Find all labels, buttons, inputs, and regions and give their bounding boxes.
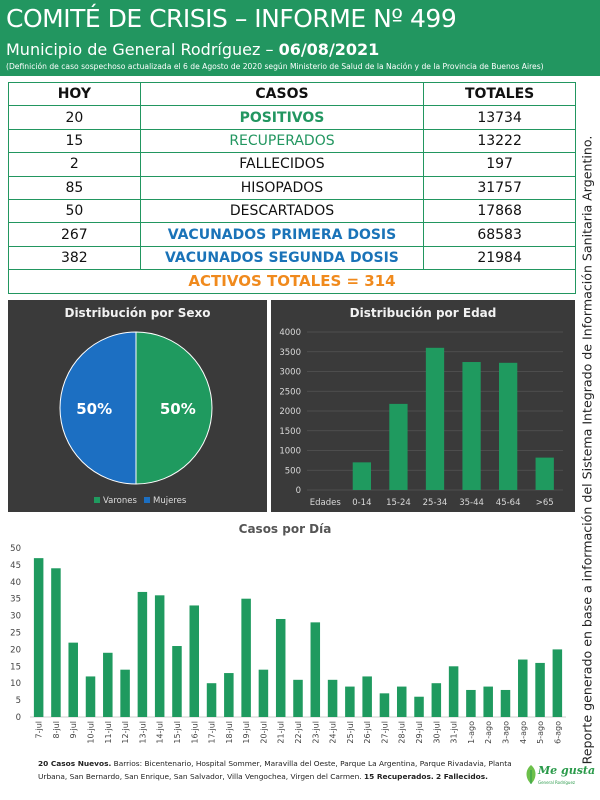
daily-cases-panel [0, 518, 570, 756]
y-tick-label: 500 [284, 466, 301, 477]
daily-bar-chart [0, 518, 570, 756]
y-tick-label: 25 [10, 628, 21, 639]
age-distribution-panel [271, 300, 575, 512]
day-bar-16-jul [190, 605, 200, 717]
day-bar-20-jul [259, 670, 269, 717]
y-tick-label: 1000 [279, 446, 301, 457]
x-tick-label: 13-jul [138, 721, 148, 744]
day-bar-21-jul [276, 619, 286, 717]
x-tick-label: 3-ago [501, 721, 511, 744]
x-tick-label: 17-jul [207, 721, 217, 744]
row-positivos-hoy: 20 [9, 106, 141, 129]
x-tick-label: 6-ago [553, 721, 563, 744]
day-bar-12-jul [120, 670, 130, 717]
row-positivos-total: 13734 [424, 106, 576, 129]
table-row [9, 246, 576, 269]
row-fallecidos-total: 197 [424, 153, 576, 176]
x-tick-label: 8-jul [51, 721, 61, 739]
day-bar-7-jul [34, 558, 44, 717]
day-bar-8-jul [51, 568, 61, 717]
legend-swatch-mujeres [144, 497, 150, 503]
x-tick-label: 10-jul [86, 721, 96, 744]
x-tick-label: 1-ago [466, 721, 476, 744]
x-tick-label: 21-jul [276, 721, 286, 744]
y-tick-label: 45 [10, 560, 21, 571]
y-tick-label: 3500 [279, 347, 301, 358]
row-hisopados-label: HISOPADOS [140, 176, 424, 199]
sex-chart-title: Distribución por Sexo [64, 306, 211, 320]
report-title: COMITÉ DE CRISIS – INFORME Nº 499 [6, 4, 457, 33]
y-tick-label: 0 [15, 713, 21, 723]
row-fallecidos-hoy: 2 [9, 153, 141, 176]
x-tick-label: 2-ago [484, 721, 494, 744]
x-tick-label: 15-24 [386, 498, 411, 508]
y-tick-label: 5 [15, 696, 21, 707]
case-definition-note: (Definición de caso sospechoso actualizada el 6 de Agosto de 2020 según Ministerio de Salud de la Nación y de la Provincia de Buenos Aires) [6, 62, 544, 71]
footer-recovered: 15 Recuperados. [363, 771, 434, 781]
x-tick-label: 24-jul [328, 721, 338, 744]
daily-chart-title: Casos por Día [238, 522, 332, 536]
day-bar-24-jul [328, 680, 338, 717]
sex-pie-chart [8, 300, 267, 512]
row-descartados-hoy: 50 [9, 199, 141, 222]
row-hisopados-hoy: 85 [9, 176, 141, 199]
table-row [9, 199, 576, 222]
day-bar-9-jul [68, 643, 78, 717]
day-bar-31-jul [449, 666, 459, 717]
y-tick-label: 2000 [279, 407, 301, 417]
x-axis-label: Edades [309, 498, 341, 508]
report-header [0, 0, 600, 76]
row-segunda-dosis-hoy: 382 [9, 246, 141, 269]
table-row [9, 129, 576, 152]
age-bar-25-34 [426, 348, 444, 490]
legend-label-varones: Varones [103, 496, 137, 506]
footer-new-cases: 20 Casos Nuevos. [38, 759, 112, 768]
day-bar-10-jul [86, 676, 96, 717]
municipality-logo [524, 762, 596, 794]
day-bar-14-jul [155, 595, 165, 717]
table-header-row [9, 83, 576, 106]
municipality-label: Municipio de General Rodríguez – [6, 40, 279, 59]
row-segunda-dosis-label: VACUNADOS SEGUNDA DOSIS [140, 246, 424, 269]
x-tick-label: 25-jul [345, 721, 355, 744]
footer-barrios: Barrios: Bicentenario, Hospital Sommer, Maravilla del Oeste, Parque La Argentina, Parque Rivadavia, Planta Urbana, San Bernardo, San Enrique, San Salvador, Villa Vengochea, Virgen del Carmen. [38, 759, 512, 781]
pie-value-label: 50% [76, 400, 113, 418]
age-bar-45-64 [499, 363, 517, 490]
row-primera-dosis-total: 68583 [424, 223, 576, 246]
day-bar-27-jul [380, 693, 390, 717]
age-bar-chart [271, 300, 575, 512]
row-positivos-label: POSITIVOS [140, 106, 424, 129]
cases-table [8, 82, 576, 294]
sex-distribution-panel [8, 300, 267, 512]
x-tick-label: 27-jul [380, 721, 390, 744]
legend-swatch-varones [94, 497, 100, 503]
day-bar-5-ago [535, 663, 545, 717]
x-tick-label: 9-jul [69, 721, 79, 739]
x-tick-label: 45-64 [495, 498, 521, 508]
y-tick-label: 0 [295, 486, 301, 496]
y-tick-label: 4000 [279, 328, 301, 338]
row-recuperados-hoy: 15 [9, 129, 141, 152]
x-tick-label: 11-jul [103, 721, 113, 744]
y-tick-label: 3000 [279, 367, 301, 378]
leaf-icon [524, 764, 538, 786]
y-tick-label: 1500 [279, 426, 301, 437]
x-tick-label: 7-jul [34, 721, 44, 739]
row-segunda-dosis-total: 21984 [424, 246, 576, 269]
row-recuperados-label: RECUPERADOS [140, 129, 424, 152]
y-tick-label: 30 [10, 611, 21, 622]
header-hoy: HOY [9, 83, 141, 106]
y-tick-label: 2500 [279, 387, 301, 398]
footer-summary [38, 758, 518, 783]
y-tick-label: 10 [10, 679, 21, 690]
table-row [9, 270, 576, 293]
x-tick-label: 30-jul [432, 721, 442, 744]
header-casos: CASOS [140, 83, 424, 106]
day-bar-11-jul [103, 653, 113, 717]
report-date: 06/08/2021 [278, 40, 380, 59]
x-tick-label: 25-34 [422, 498, 448, 508]
logo-line1: Me gusta [538, 764, 596, 777]
x-tick-label: 20-jul [259, 721, 269, 744]
row-descartados-label: DESCARTADOS [140, 199, 424, 222]
header-totales: TOTALES [424, 83, 576, 106]
side-note-text: Reporte generado en base a información del Sistema Integrado de Información Sanitaria Argentino. [579, 135, 595, 765]
day-bar-4-ago [518, 660, 528, 717]
table-row [9, 106, 576, 129]
x-tick-label: 26-jul [363, 721, 373, 744]
day-bar-23-jul [311, 622, 321, 717]
x-tick-label: 15-jul [172, 721, 182, 744]
day-bar-28-jul [397, 687, 407, 717]
x-tick-label: 12-jul [121, 721, 131, 744]
day-bar-30-jul [432, 683, 442, 717]
logo-line2: General Rodríguez [538, 780, 576, 785]
table-row [9, 176, 576, 199]
day-bar-2-ago [483, 687, 493, 717]
x-tick-label: 22-jul [294, 721, 303, 744]
row-primera-dosis-hoy: 267 [9, 223, 141, 246]
legend-label-mujeres: Mujeres [153, 496, 187, 506]
x-tick-label: 35-44 [459, 498, 484, 508]
age-bar-35-44 [462, 362, 480, 490]
table-row [9, 153, 576, 176]
row-fallecidos-label: FALLECIDOS [140, 153, 424, 176]
day-bar-15-jul [172, 646, 182, 717]
x-tick-label: >65 [535, 498, 554, 508]
pie-value-label: 50% [159, 400, 196, 418]
x-tick-label: 4-ago [518, 721, 528, 744]
x-tick-label: 23-jul [311, 721, 321, 744]
side-note [572, 120, 600, 780]
day-bar-19-jul [241, 599, 251, 717]
y-tick-label: 50 [10, 544, 21, 554]
footer-deaths: 2 Fallecidos. [436, 771, 488, 781]
day-bar-17-jul [207, 683, 217, 717]
y-tick-label: 40 [10, 577, 21, 588]
day-bar-1-ago [466, 690, 476, 717]
day-bar-29-jul [414, 697, 424, 717]
table-row [9, 223, 576, 246]
row-hisopados-total: 31757 [424, 176, 576, 199]
y-tick-label: 15 [10, 662, 21, 673]
day-bar-3-ago [501, 690, 511, 717]
row-primera-dosis-label: VACUNADOS PRIMERA DOSIS [140, 223, 424, 246]
age-chart-title: Distribución por Edad [349, 306, 497, 320]
x-tick-label: 5-ago [536, 721, 546, 744]
x-tick-label: 31-jul [449, 721, 459, 744]
day-bar-26-jul [362, 676, 372, 717]
y-tick-label: 35 [10, 594, 21, 605]
x-tick-label: 18-jul [224, 721, 234, 744]
row-descartados-total: 17868 [424, 199, 576, 222]
day-bar-25-jul [345, 687, 355, 717]
x-tick-label: 19-jul [242, 721, 252, 744]
day-bar-22-jul [293, 680, 303, 717]
row-recuperados-total: 13222 [424, 129, 576, 152]
report-subtitle [6, 40, 379, 59]
age-bar->65 [536, 458, 554, 490]
age-bar-15-24 [389, 404, 407, 490]
day-bar-6-ago [553, 649, 563, 717]
x-tick-label: 14-jul [155, 721, 165, 744]
x-tick-label: 16-jul [190, 721, 200, 744]
day-bar-13-jul [138, 592, 148, 717]
age-bar-0-14 [353, 462, 371, 490]
day-bar-18-jul [224, 673, 234, 717]
x-tick-label: 28-jul [397, 721, 407, 744]
y-tick-label: 20 [10, 645, 21, 656]
activos-totales: ACTIVOS TOTALES = 314 [9, 270, 576, 293]
x-tick-label: 29-jul [415, 721, 425, 744]
x-tick-label: 0-14 [352, 498, 372, 508]
